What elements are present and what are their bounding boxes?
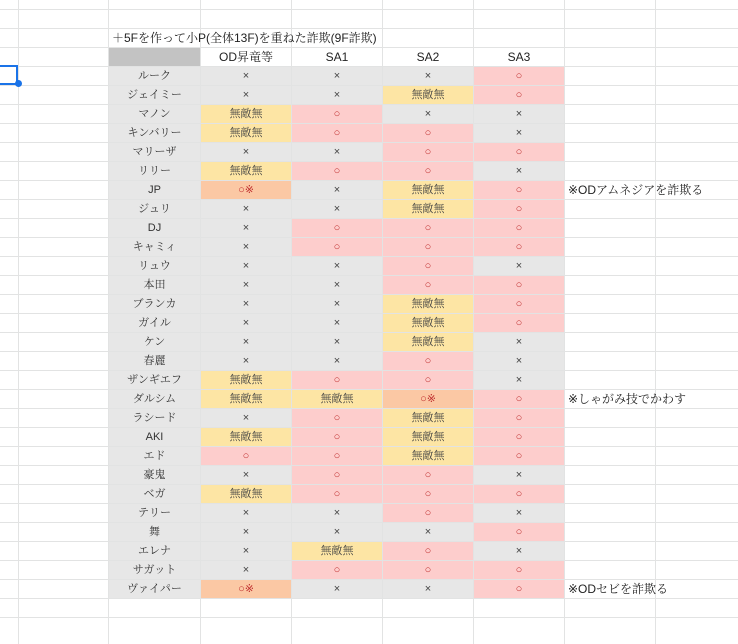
result-cell[interactable]: × [474, 124, 564, 142]
result-cell[interactable]: ○ [474, 67, 564, 85]
result-cell[interactable]: × [201, 504, 291, 522]
character-name-cell[interactable]: 舞 [109, 523, 200, 541]
result-cell[interactable]: × [474, 352, 564, 370]
result-cell[interactable]: × [292, 86, 382, 104]
character-name-cell[interactable]: ガイル [109, 314, 200, 332]
character-name-cell[interactable]: リリー [109, 162, 200, 180]
column-header[interactable]: SA2 [383, 48, 473, 66]
result-cell[interactable]: × [201, 257, 291, 275]
sheet-title[interactable]: ＋5Fを作って小P(全体13F)を重ねた詐欺(9F詐欺) [112, 31, 377, 45]
result-cell[interactable]: × [383, 105, 473, 123]
result-cell[interactable]: ○ [383, 257, 473, 275]
result-cell[interactable]: 無敵無 [201, 162, 291, 180]
character-name-cell[interactable]: 春麗 [109, 352, 200, 370]
result-cell[interactable]: × [474, 257, 564, 275]
result-cell[interactable]: ○ [292, 124, 382, 142]
result-cell[interactable]: × [201, 86, 291, 104]
result-cell[interactable]: ○ [383, 466, 473, 484]
result-cell[interactable]: × [201, 352, 291, 370]
result-cell[interactable]: 無敵無 [292, 390, 382, 408]
result-cell[interactable]: ○ [474, 276, 564, 294]
character-name-cell[interactable]: ジュリ [109, 200, 200, 218]
result-cell[interactable]: ○ [474, 428, 564, 446]
result-cell[interactable]: × [201, 561, 291, 579]
result-cell[interactable]: 無敵無 [383, 447, 473, 465]
result-cell[interactable]: ○ [474, 580, 564, 598]
result-cell[interactable]: ○ [292, 447, 382, 465]
character-name-cell[interactable]: 豪鬼 [109, 466, 200, 484]
character-name-cell[interactable]: ヴァイパー [109, 580, 200, 598]
result-cell[interactable]: 無敵無 [201, 371, 291, 389]
result-cell[interactable]: ○ [474, 561, 564, 579]
result-cell[interactable]: × [292, 295, 382, 313]
result-cell[interactable]: 無敵無 [383, 333, 473, 351]
result-cell[interactable]: ○ [383, 561, 473, 579]
result-cell[interactable]: × [474, 542, 564, 560]
result-cell[interactable]: 無敵無 [383, 295, 473, 313]
character-name-cell[interactable]: エレナ [109, 542, 200, 560]
character-name-cell[interactable]: DJ [109, 219, 200, 237]
result-cell[interactable]: 無敵無 [383, 314, 473, 332]
result-cell[interactable]: ○※ [201, 580, 291, 598]
result-cell[interactable]: × [201, 295, 291, 313]
character-name-cell[interactable]: リュウ [109, 257, 200, 275]
result-cell[interactable]: × [383, 523, 473, 541]
character-name-cell[interactable]: サガット [109, 561, 200, 579]
result-cell[interactable]: × [201, 314, 291, 332]
result-cell[interactable]: ○※ [383, 390, 473, 408]
result-cell[interactable]: ○ [474, 409, 564, 427]
result-cell[interactable]: ○ [474, 238, 564, 256]
character-name-cell[interactable]: キャミィ [109, 238, 200, 256]
result-cell[interactable]: × [201, 238, 291, 256]
result-cell[interactable]: × [292, 276, 382, 294]
result-cell[interactable]: ○ [474, 295, 564, 313]
character-name-cell[interactable]: キンバリー [109, 124, 200, 142]
result-cell[interactable]: × [201, 409, 291, 427]
result-cell[interactable]: ○ [201, 447, 291, 465]
result-cell[interactable]: ○ [474, 86, 564, 104]
grid-column-line [564, 0, 565, 644]
result-cell[interactable]: × [201, 333, 291, 351]
result-cell[interactable]: ○ [292, 105, 382, 123]
grid-column-line [18, 0, 19, 644]
result-cell[interactable]: ○ [383, 162, 473, 180]
result-cell[interactable]: ○ [383, 504, 473, 522]
result-cell[interactable]: × [292, 333, 382, 351]
result-cell[interactable]: × [201, 276, 291, 294]
result-cell[interactable]: ○ [292, 409, 382, 427]
result-cell[interactable]: × [292, 504, 382, 522]
header-corner[interactable] [109, 48, 200, 66]
result-cell[interactable]: × [474, 105, 564, 123]
character-name-cell[interactable]: ベガ [109, 485, 200, 503]
character-name-cell[interactable]: ラシード [109, 409, 200, 427]
result-cell[interactable]: ○ [383, 352, 473, 370]
result-cell[interactable]: × [474, 466, 564, 484]
result-cell[interactable]: × [292, 352, 382, 370]
result-cell[interactable]: × [201, 143, 291, 161]
result-cell[interactable]: × [292, 200, 382, 218]
result-cell[interactable]: ○ [383, 371, 473, 389]
result-cell[interactable]: × [292, 67, 382, 85]
result-cell[interactable]: 無敵無 [383, 181, 473, 199]
result-cell[interactable]: × [201, 219, 291, 237]
result-cell[interactable]: ○ [474, 143, 564, 161]
result-cell[interactable]: ○ [292, 485, 382, 503]
result-cell[interactable]: × [474, 333, 564, 351]
result-cell[interactable]: × [201, 542, 291, 560]
result-cell[interactable]: ○ [474, 485, 564, 503]
result-cell[interactable]: 無敵無 [383, 428, 473, 446]
result-cell[interactable]: 無敵無 [201, 485, 291, 503]
grid-column-line [655, 0, 656, 644]
result-cell[interactable]: ○ [292, 466, 382, 484]
character-name-cell[interactable]: マリーザ [109, 143, 200, 161]
result-cell[interactable]: × [292, 580, 382, 598]
result-cell[interactable]: ○ [292, 561, 382, 579]
result-cell[interactable]: × [292, 181, 382, 199]
note-cell[interactable]: ※しゃがみ技でかわす [568, 392, 687, 406]
result-cell[interactable]: ○ [383, 219, 473, 237]
column-header[interactable]: SA1 [292, 48, 382, 66]
column-header[interactable]: SA3 [474, 48, 564, 66]
result-cell[interactable]: 無敵無 [383, 409, 473, 427]
result-cell[interactable]: ○ [292, 371, 382, 389]
character-name-cell[interactable]: エド [109, 447, 200, 465]
result-cell[interactable]: ○ [383, 238, 473, 256]
character-name-cell[interactable]: ブランカ [109, 295, 200, 313]
result-cell[interactable]: × [383, 580, 473, 598]
result-cell[interactable]: × [474, 162, 564, 180]
result-cell[interactable]: ○ [474, 390, 564, 408]
column-header[interactable]: OD昇竜等 [201, 48, 291, 66]
result-cell[interactable]: 無敵無 [292, 542, 382, 560]
result-cell[interactable]: ○ [474, 447, 564, 465]
result-cell[interactable]: × [292, 523, 382, 541]
result-cell[interactable]: ○ [474, 219, 564, 237]
result-cell[interactable]: 無敵無 [383, 200, 473, 218]
fill-handle[interactable] [15, 80, 22, 87]
result-cell[interactable]: ○ [474, 314, 564, 332]
result-cell[interactable]: × [383, 67, 473, 85]
character-name-cell[interactable]: AKI [109, 428, 200, 446]
character-name-cell[interactable]: ダルシム [109, 390, 200, 408]
character-name-cell[interactable]: 本田 [109, 276, 200, 294]
note-cell[interactable]: ※ODアムネジアを詐欺る [568, 183, 704, 197]
result-cell[interactable]: ○ [383, 124, 473, 142]
result-cell[interactable]: 無敵無 [201, 428, 291, 446]
character-name-cell[interactable]: テリー [109, 504, 200, 522]
result-cell[interactable]: ○ [383, 143, 473, 161]
result-cell[interactable]: ○※ [201, 181, 291, 199]
grid-row-line [0, 598, 738, 599]
result-cell[interactable]: × [201, 466, 291, 484]
grid-row-line [0, 9, 738, 10]
result-cell[interactable]: ○ [292, 428, 382, 446]
result-cell[interactable]: ○ [383, 542, 473, 560]
result-cell[interactable]: ○ [292, 219, 382, 237]
result-cell[interactable]: × [292, 257, 382, 275]
result-cell[interactable]: 無敵無 [383, 86, 473, 104]
result-cell[interactable]: × [201, 67, 291, 85]
result-cell[interactable]: × [201, 200, 291, 218]
grid-row-line [0, 617, 738, 618]
result-cell[interactable]: ○ [383, 485, 473, 503]
result-cell[interactable]: ○ [474, 523, 564, 541]
character-name-cell[interactable]: マノン [109, 105, 200, 123]
character-name-cell[interactable]: ケン [109, 333, 200, 351]
result-cell[interactable]: 無敵無 [201, 390, 291, 408]
result-cell[interactable]: 無敵無 [201, 124, 291, 142]
character-name-cell[interactable]: ジェイミー [109, 86, 200, 104]
result-cell[interactable]: ○ [292, 162, 382, 180]
result-cell[interactable]: ○ [292, 238, 382, 256]
result-cell[interactable]: × [474, 504, 564, 522]
result-cell[interactable]: × [292, 314, 382, 332]
character-name-cell[interactable]: ルーク [109, 67, 200, 85]
character-name-cell[interactable]: ザンギエフ [109, 371, 200, 389]
note-cell[interactable]: ※ODセビを詐欺る [568, 582, 669, 596]
result-cell[interactable]: 無敵無 [201, 105, 291, 123]
result-cell[interactable]: × [201, 523, 291, 541]
result-cell[interactable]: ○ [474, 200, 564, 218]
result-cell[interactable]: × [292, 143, 382, 161]
result-cell[interactable]: × [474, 371, 564, 389]
result-cell[interactable]: ○ [474, 181, 564, 199]
character-name-cell[interactable]: JP [109, 181, 200, 199]
result-cell[interactable]: ○ [383, 276, 473, 294]
